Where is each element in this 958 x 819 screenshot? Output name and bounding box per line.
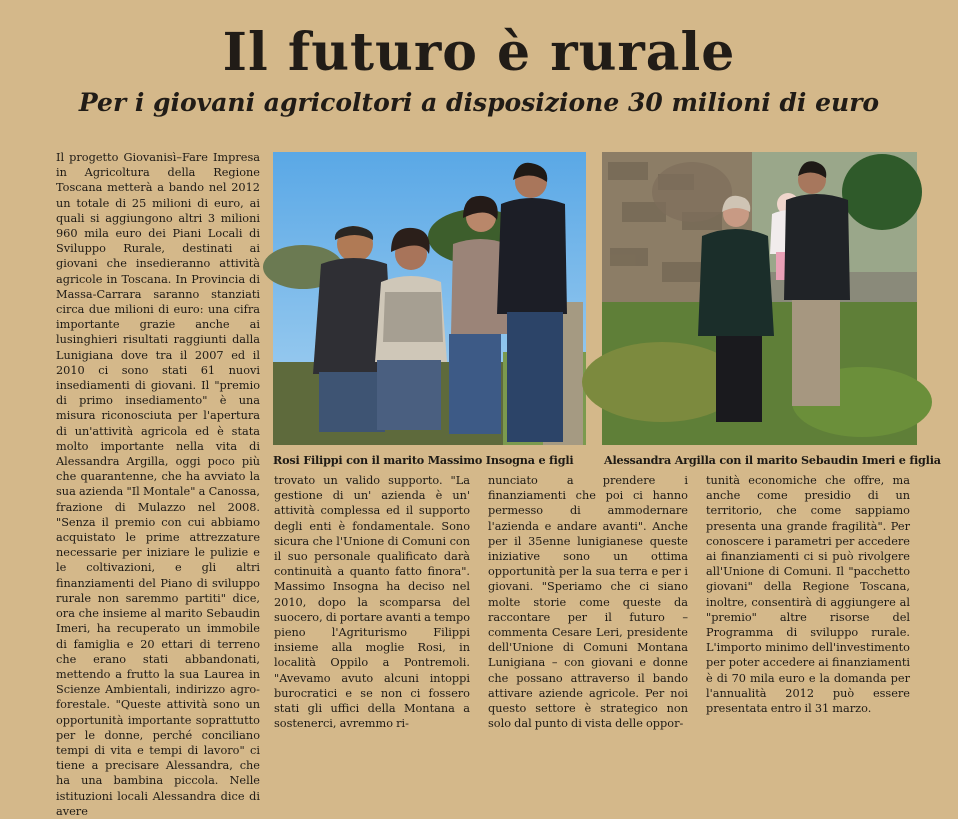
- family-photo-1: [273, 152, 586, 445]
- article-subtitle: Per i giovani agricoltori a disposizione 30 milioni di euro: [78, 88, 880, 117]
- article-column-3: nunciato a prendere i finanziamenti che poi ci hanno permesso di ammodernare l'azienda e andare avanti". Anche per il 35enne lunigianese queste iniziative sono un ottima opportunità per la sua terra e per i giovani. "Speriamo che ci siano molte storie come queste da raccontare per il futuro – commenta Cesare Leri, presidente dell'Unione di Comuni Montana Lunigiana – con giovani e donne che possano attraverso il bando attivare aziende agricole. Per noi questo settore è strategico non solo dal punto di vista delle oppor-: [488, 474, 688, 731]
- family-photo-2-icon: [602, 152, 917, 445]
- photo-caption-2: Alessandra Argilla con il marito Sebaudin Imeri e figlia: [604, 453, 941, 467]
- article-column-1: Il progetto Giovanisì–Fare Impresa in Agricoltura della Regione Toscana metterà a bando nel 2012 un totale di 25 milioni di euro, ai quali si aggiungono altri 3 milioni 960 mila euro dei Piani Locali di Sviluppo Rurale, destinati ai giovani che insedieranno attività agricole in Toscana. In Provincia di Massa-Carrara saranno stanziati circa due milioni di euro: una cifra importante grazie anche ai lusinghieri risultati raggiunti dalla Lunigiana dove tra il 2007 ed il 2010 ci sono stati 61 nuovi insediamenti di giovani. Il "premio di primo insediamento" è una misura riconosciuta per l'apertura di un'attività agricola ed è stata molto importante nella vita di Alessandra Argilla, oggi poco più che quarantenne, che ha avviato la sua azienda "Il Montale" a Canossa, frazione di Mulazzo nel 2008. "Senza il premio con cui abbiamo acquistato le prime attrezzature necessarie per iniziare le pulizie e le coltivazioni, e gli altri finanziamenti del Piano di sviluppo rurale non saremmo partiti" dice, ora che insieme al marito Sebaudin Imeri, ha recuperato un immobile di famiglia e 20 ettari di terreno che erano stati abbandonati, mettendo a frutto la sua Laurea in Scienze Ambientali, indirizzo agro-forestale. "Queste attività sono un opportunità importante soprattutto per le donne, perché conciliano tempi di vita e tempi di lavoro" ci tiene a precisare Alessandra, che ha una bambina piccola. Nelle istituzioni locali Alessandra dice di avere: [56, 151, 260, 818]
- family-photo-2: [602, 152, 917, 445]
- article-title: Il futuro è rurale: [222, 22, 736, 83]
- article-column-2: trovato un valido supporto. "La gestione di un' azienda è un' attività complessa ed il supporto degli enti è fondamentale. Sono sicura che l'Unione di Comuni con il suo personale qualificato darà continuità a quanto fatto finora". Massimo Insogna ha deciso nel 2010, dopo la scomparsa del suocero, di portare avanti a tempo pieno l'Agriturismo Filippi insieme alla moglie Rosi, in località Oppilo a Pontremoli. "Avevamo avuto alcuni intoppi burocratici e se non ci fossero stati gli uffici della Montana a sostenerci, avremmo ri-: [274, 474, 470, 731]
- family-photo-1-icon: [273, 152, 586, 445]
- article-column-4: tunità economiche che offre, ma anche come presidio di un territorio, che come sappiamo presenta una grande fragilità". Per conoscere i parametri per accedere ai finanziamenti ci si può rivolgere all'Unione di Comuni. Il "pacchetto giovani" della Regione Toscana, inoltre, consentirà di aggiungere al "premio" altre risorse del Programma di sviluppo rurale. L'importo minimo dell'investimento per poter accedere ai finanziamenti è di 70 mila euro e la domanda per l'annualità 2012 può essere presentata entro il 31 marzo.: [706, 474, 910, 716]
- photo-caption-1: Rosi Filippi con il marito Massimo Insogna e figli: [273, 453, 574, 467]
